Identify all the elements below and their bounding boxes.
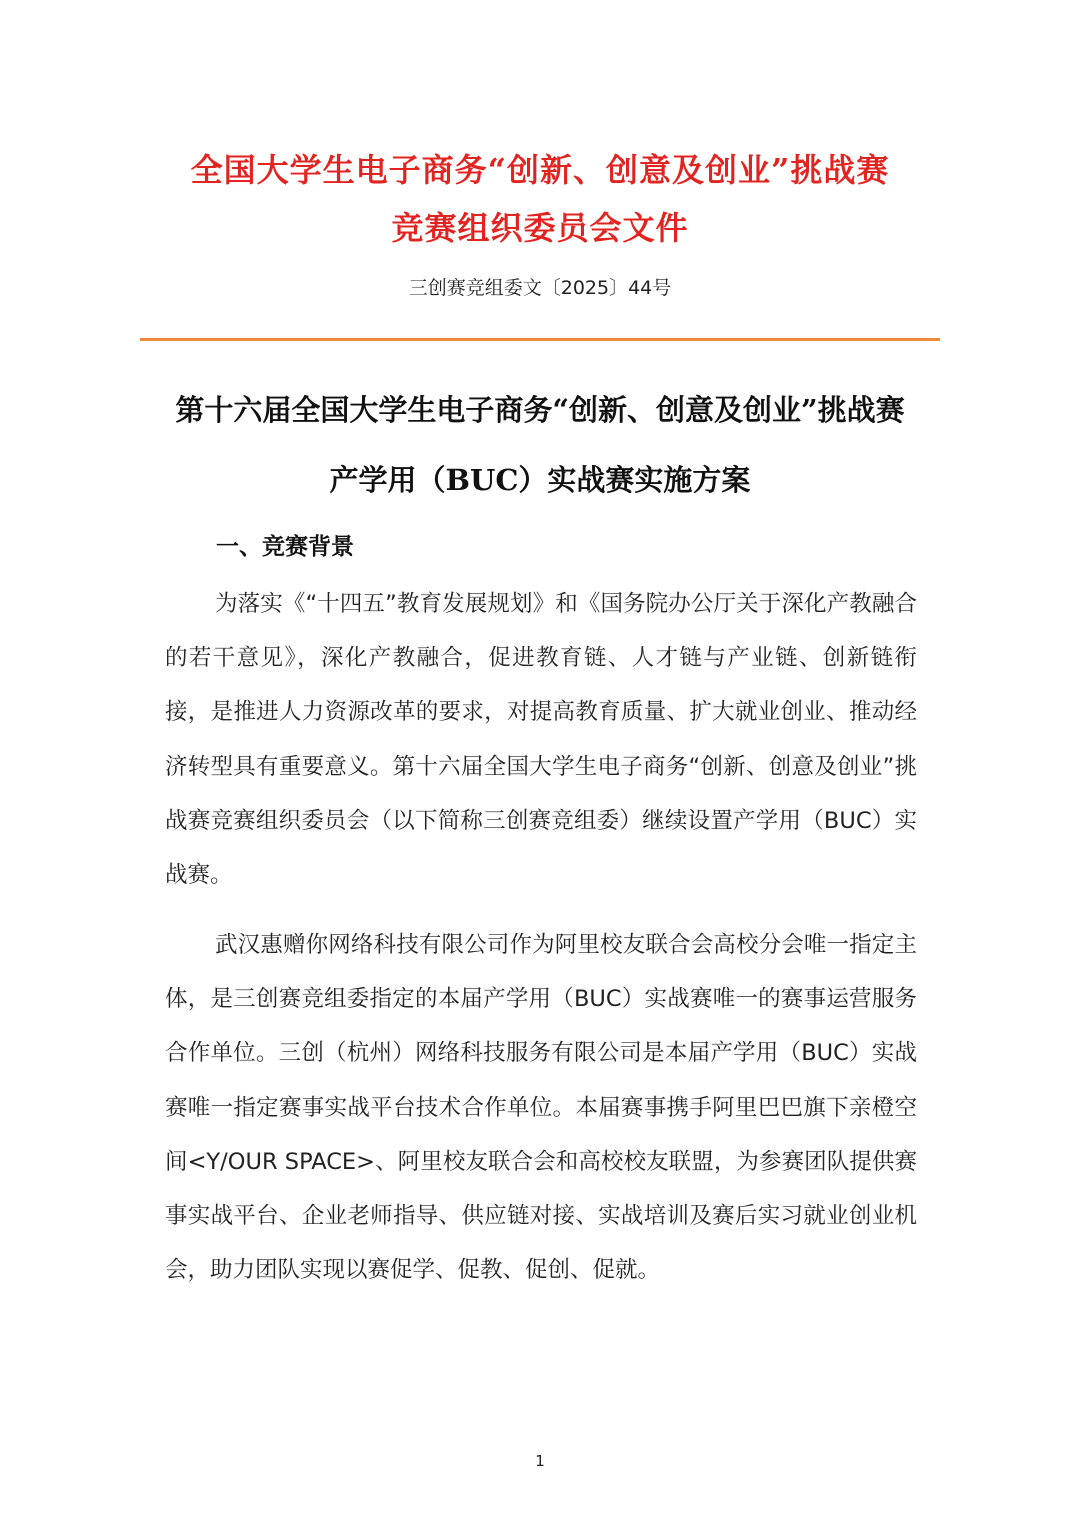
body-paragraph-2: 武汉惠赠你网络科技有限公司作为阿里校友联合会高校分会唯一指定主体，是三创赛竞组委指定的本届产学用（BUC）实战赛唯一的赛事运营服务合作单位。三创（杭州）网络科技服务有限公司是本届产学用（BUC）实战赛唯一指定赛事实战平台技术合作单位。本届赛事携手阿里巴巴旗下亲橙空间<Y/OUR SPACE>、阿里校友联合会和高校校友联盟，为参赛团队提供赛事实战平台、企业老师指导、供应链对接、实战培训及赛后实习就业创业机会，助力团队实现以赛促学、促教、促创、促就。: [165, 932, 917, 1284]
header-divider: [140, 338, 940, 341]
document-title-line2: 产学用（BUC）实战赛实施方案: [329, 463, 751, 497]
page-number: 1: [535, 1452, 545, 1470]
document-title-line1: 第十六届全国大学生电子商务“创新、创意及创业”挑战赛: [175, 393, 905, 427]
issuer-title-line1: 全国大学生电子商务“创新、创意及创业”挑战赛: [190, 151, 890, 189]
section-heading: 一、竞赛背景: [216, 534, 354, 560]
body-paragraph-1: 为落实《“十四五”教育发展规划》和《国务院办公厅关于深化产教融合的若干意见》，深化产教融合，促进教育链、人才链与产业链、创新链衔接，是推进人力资源改革的要求，对提高教育质量、扩大就业创业、推动经济转型具有重要意义。第十六届全国大学生电子商务“创新、创意及创业”挑战赛竞赛组织委员会（以下简称三创赛竞组委）继续设置产学用（BUC）实战赛。: [165, 591, 917, 889]
document-number: 三创赛竞组委文〔2025〕44号: [408, 277, 672, 299]
issuer-title-line2: 竞赛组织委员会文件: [391, 209, 689, 247]
